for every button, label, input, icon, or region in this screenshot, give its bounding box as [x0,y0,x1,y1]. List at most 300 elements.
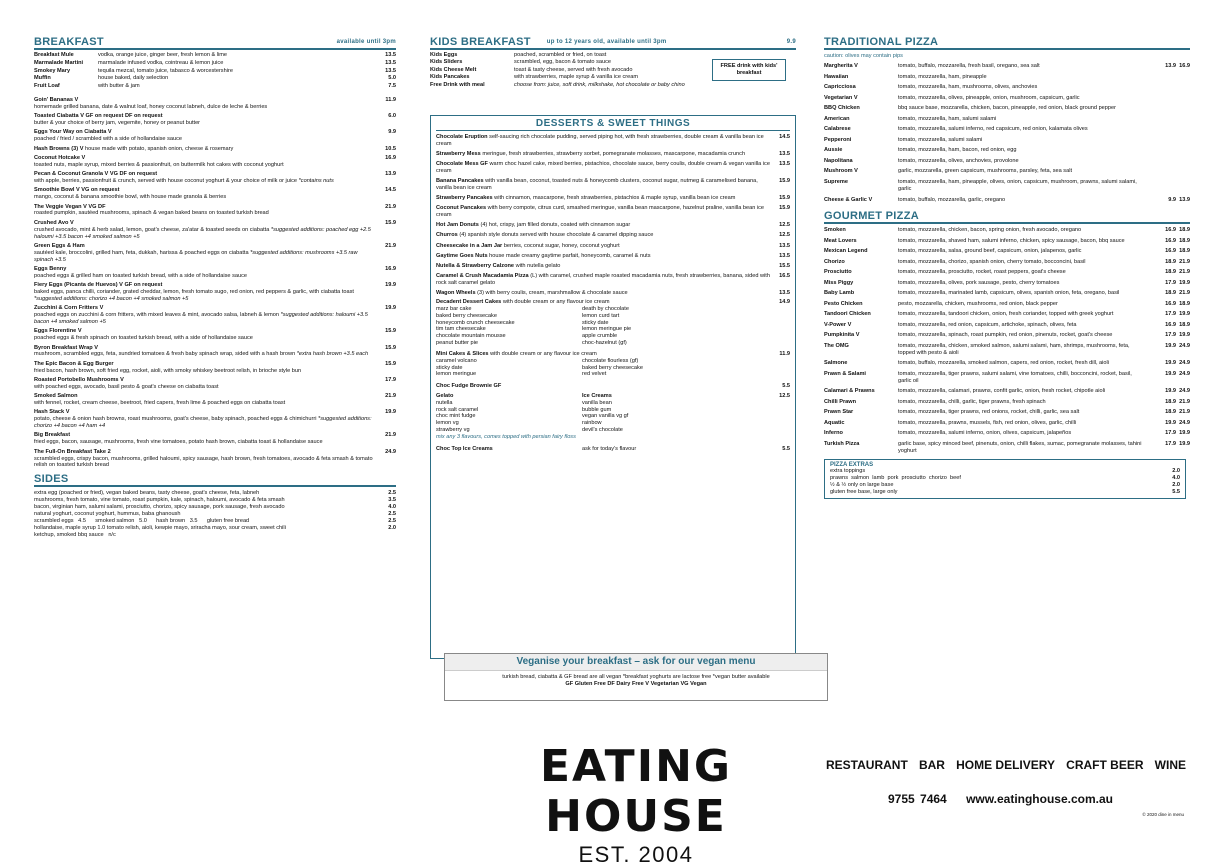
pizza-name: Hawaiian [824,73,849,80]
pizza-desc: tomato, mozzarella, prawns, mussels, fish, red onion, olives, garlic, chilli [898,419,1077,426]
gelato-note: mix any 3 flavours, comes topped with persian fairy floss [436,433,576,440]
logo-established: EST. 2004 [578,842,694,863]
breakfast-item [34,409,396,430]
item-desc: poached / fried / scrambled with a side of hollandaise sauce [34,136,183,143]
flavour: death by chocolate [582,306,629,313]
drink-name: Breakfast Mule [34,52,74,58]
gourmet-title: GOURMET PIZZA [824,209,919,222]
drink-name: Marmalade Martini [34,59,84,66]
pizza-desc: tomato, mozzarella, salumi salami [898,136,983,143]
sides-list [34,490,396,539]
pizza-item [824,116,1190,123]
pizza-desc: garlic base, spicy minced beef, pinenuts, onion, chilli flakes, sumac, pomegranate molasses, tahini yoghurt [898,440,1142,455]
trad-list [824,63,1190,203]
dessert-item [436,134,790,148]
item-name: The Veggie Vegan V VG DF [34,203,106,210]
breakfast-item [34,266,396,280]
pizza-item [824,63,1190,70]
desserts-title: DESSERTS & SWEET THINGS [436,118,790,131]
item-price: 15.9 [385,360,396,367]
dessert-price: 13.5 [779,242,790,249]
item-name: Smoothie Bowl V VG on request [34,187,120,194]
item-price: 15.9 [385,344,396,351]
kids-item-desc: poached, scrambled or fried, on toast [514,52,607,58]
pizza-desc: tomato, mozzarella, ham, mushrooms, olives, anchovies [898,84,1038,91]
pizza-desc: tomato, mozzarella, red onion, capsicum, artichoke, spinach, olives, feta [898,321,1077,328]
pizza-desc: tomato, mozzarella, prosciutto, rocket, roast peppers, goat's cheese [898,269,1066,275]
item-desc: poached eggs & grilled ham on toasted turkish bread, with a side of hollandaise sauce [34,272,248,279]
drink-item [34,52,396,60]
side-text: scrambled eggs 4.5 smoked salmon 5.0 hash brown 3.5 gluten free bread [34,518,250,525]
pizza-item [824,343,1190,357]
pizza-desc: tomato, mozzarella, marinated lamb, capsicum, olives, spanish onion, feta, oregano, basil [898,290,1120,296]
item-desc: with apple, berries, passionfruit & crunch, served with house coconut yoghurt & your choice of milk or juice [34,178,298,184]
drink-desc: with butter & jam [98,83,140,90]
item-price: 9.9 [388,129,396,136]
pizza-item [824,74,1190,81]
flavour: lemon meringue pie [582,326,632,333]
breakfast-item [34,328,396,342]
drink-name: Muffin [34,75,51,82]
dessert-price: 15.9 [779,195,790,202]
breakfast-item [34,97,396,111]
website-link[interactable]: www.eatinghouse.com.au [966,792,1113,806]
item-name: Eggs Your Way on Ciabatta V [34,129,112,136]
breakfast-item [34,305,396,326]
dessert-desc: house made creamy gaytime parfait, honeycomb, caramel & nuts [489,252,651,259]
gelato-grid [436,400,790,434]
flavour: sticky date [582,319,609,326]
breakfast-item [34,155,396,169]
pizza-desc: tomato, mozzarella, salumi inferno, red capsicum, red onion, kalamata olives [898,126,1088,133]
side-price: 2.5 [388,518,396,525]
item-note: *suggested additions: poached egg +2.5 haloumi +3.5 bacon +4 smoked salmon +5 [34,226,371,240]
flavour: honeycomb crunch cheesecake [436,319,515,326]
pizza-desc: tomato, mozzarella, ham, pineapple [898,73,987,80]
dessert-item [436,151,790,158]
dessert-price: 12.5 [779,232,790,239]
pizza-desc: tomato, mozzarella, chicken, bacon, spring onion, fresh avocado, oregano [898,227,1082,233]
flavour: tim tam cheesecake [436,326,486,333]
dessert-name: Strawberry Mess [436,151,481,158]
breakfast-item [34,187,396,201]
item-price: 17.9 [385,376,396,383]
item-price: 15.9 [385,328,396,335]
dessert-item [436,178,790,192]
dessert-name: Chocolate Mess GF [436,161,488,168]
pizza-item [824,126,1190,133]
dessert-name: Gaytime Goes Nuts [436,252,488,259]
drink-name: Fruit Loaf [34,83,60,90]
mini-grid [436,358,790,378]
pizza-item [824,238,1190,245]
pizza-name: Pepperoni [824,136,852,143]
pizza-name: Smoken [824,227,846,233]
pizza-desc: tomato, mozzarella, salumi inferno, onion, olives, capsicum, jalapeños [898,430,1072,437]
pizza-name: American [824,115,850,122]
pizza-price: 18.9 21.9 [1165,409,1190,416]
pizza-item [824,371,1190,385]
item-desc: homemade grilled banana, date & walnut loaf, honey coconut labneh, dulce de leche & berries [34,103,268,110]
pizza-desc: garlic, mozzarella, green capsicum, mushrooms, parsley, feta, sea salt [898,168,1072,175]
service-item: RESTAURANT [826,758,908,772]
item-price: 11.9 [385,96,396,103]
dessert-gelato: Gelato Ice Creams 12.5 [436,393,790,400]
pizza-item [824,158,1190,165]
item-name: Zucchini & Corn Fritters V [34,305,104,312]
dessert-name: Strawberry Pancakes [436,195,493,202]
drink-price: 13.5 [385,67,396,74]
drink-desc: house baked, daily selection [98,75,169,82]
pizza-desc: tomato, mozzarella, olives, anchovies, provolone [898,157,1019,164]
extra-row [830,482,1180,489]
extra-row [830,489,1180,496]
dessert-desc: (4) spanish style donuts served with house chocolate & caramel dipping sauce [459,232,654,239]
drink-price: 5.0 [388,75,396,82]
dessert-desc: warm choc hazel cake, mixed berries, pistachios, chocolate sauce, berry coulis, double cream & vegan vanilla ice cream [436,161,770,175]
drink-desc: tequila mezcal, tomato juice, tabasco & worcestershire [98,67,233,74]
pizza-name: Aussie [824,147,843,154]
breakfast-item [34,243,396,264]
gourmet-heading [824,210,1190,224]
pizza-price: 17.9 19.9 [1165,311,1190,317]
item-note: *suggested additions: chorizo +4 bacon +4 smoked salmon +5 [34,295,189,302]
dietary-key: GF Gluten Free DF Dairy Free V Vegetarian VG Vegan [565,681,707,688]
item-price: 16.9 [385,265,396,272]
item-name: Crushed Avo V [34,219,74,226]
pizza-name: Mexican Legend [824,248,868,254]
pizza-price: 16.9 18.9 [1165,237,1190,244]
pizza-price: 18.9 21.9 [1165,269,1190,275]
pizza-name: The OMG [824,342,849,349]
breakfast-item [34,449,396,470]
dessert-item [436,222,790,229]
dessert-item [436,263,790,270]
flavour: rock salt caramel [436,406,479,413]
pizza-name: Napolitana [824,157,853,164]
pizza-item [824,311,1190,318]
kids-item [430,59,712,66]
dessert-name: Caramel & Crush Macadamia Pizza [436,272,529,279]
pizza-desc: tomato, mozzarella, tandoori chicken, onion, fresh coriander, topped with greek yoghurt [898,311,1114,317]
pizza-desc: tomato, mozzarella, chorizo, spanish onion, cherry tomato, bocconcini, basil [898,258,1086,265]
flavour: choc mint fudge [436,413,476,420]
item-note: *contains nuts [298,178,334,184]
kids-price: 9.9 [786,39,796,45]
dessert-name: Churros [436,232,458,239]
kids-item-name: Kids Eggs [430,52,458,58]
kids-item-desc: with strawberries, maple syrup & vanilla ice cream [514,74,639,81]
pizza-price: 17.9 19.9 [1165,430,1190,437]
contact [888,792,1127,806]
flavour: peanut butter pie [436,340,478,347]
breakfast-heading [34,36,396,50]
pizza-desc: tomato, mozzarella, ham, salumi salami [898,115,997,122]
pizza-item [824,388,1190,395]
extra-row [830,468,1180,475]
pizza-name: Margherita V [824,63,858,70]
pizza-price: 17.9 19.9 [1165,279,1190,286]
flavour: nutella [436,399,453,406]
pizza-item [824,227,1190,234]
dessert-item [436,232,790,239]
pizza-desc: bbq sauce base, mozzarella, chicken, bacon, pineapple, red onion, black ground pepper [898,105,1116,112]
flavour: vegan vanilla vg gf [582,413,629,420]
kids-item [430,52,712,59]
pizza-price: 19.9 24.9 [1165,342,1190,349]
dessert-item [436,205,790,219]
pizza-price: 19.9 24.9 [1165,360,1190,367]
breakfast-item [34,361,396,375]
side-row [34,504,396,511]
pizza-price: 19.9 24.9 [1165,370,1190,377]
pizza-name: Pesto Chicken [824,300,863,307]
pizza-name: Supreme [824,178,848,185]
trad-heading [824,36,1190,50]
item-name: Goin' Bananas V [34,96,79,103]
breakfast-item [34,345,396,359]
pizza-item [824,409,1190,416]
item-price: 14.5 [385,187,396,194]
item-name: Hash Stack V [34,409,70,416]
extras-title: PIZZA EXTRAS [830,462,874,469]
flavour: red velvet [582,371,607,378]
sides-heading [34,473,396,487]
dessert-item [436,243,790,250]
flavour: lemon vg [436,420,459,427]
service-item: CRAFT BEER [1066,758,1144,772]
pizza-desc: tomato, mozzarella, olives, pineapple, onion, mushroom, capsicum, garlic [898,94,1080,101]
side-price: 2.0 [388,525,396,532]
dessert-desc: berries, coconut sugar, honey, coconut yoghurt [503,242,620,249]
dessert-desc: self-saucing rich chocolate pudding, served piping hot, with fresh strawberries, double cream & vanilla bean ice cream [436,134,764,148]
pizza-price: 19.9 24.9 [1165,419,1190,426]
item-name: Byron Breakfast Wrap V [34,344,98,351]
pizza-price: 18.9 21.9 [1165,398,1190,405]
pizza-price: 16.9 18.9 [1165,248,1190,254]
item-desc: house made with potato, spanish onion, cheese & rosemary [84,145,234,152]
flavour: marz bar cake [436,306,472,313]
item-name: Fiery Eggs (Picanta de Huevos) V GF on request [34,282,163,289]
item-name: Smoked Salmon [34,393,78,400]
kids-desserts-column [430,36,796,863]
item-desc: poached eggs & fresh spinach on toasted turkish bread, with a side of hollandaise sauce [34,335,253,342]
pizza-item [824,430,1190,437]
pizza-name: Cheese & Garlic V [824,196,873,203]
item-name: Green Eggs & Ham [34,242,85,249]
item-name: Hash Browns (3) V [34,145,84,152]
drink-name: Smokey Mary [34,67,71,74]
item-desc: with fennel, rocket, cream cheese, beetroot, fried capers, fresh lime & poached eggs on ciabatta toast [34,400,286,407]
extra-price: 2.0 [1172,481,1180,488]
dessert-desc: with cinnamon, mascarpone, fresh strawberries, pistachios & maple syrup, vanilla bean ice cream [494,195,736,202]
pizza-item [824,322,1190,329]
item-name: Toasted Ciabatta V GF on request DF on request [34,113,163,120]
breakfast-item [34,204,396,218]
sides-title: SIDES [34,473,69,486]
pizza-name: Inferno [824,430,843,437]
item-desc: potato, cheese & onion hash browns, roast mushrooms, goat's cheese, baby spinach, poached eggs & chimichurri [34,416,317,423]
item-price: 21.9 [385,242,396,249]
flavour: bubble gum [582,406,612,413]
item-desc: butter & your choice of berry jam, vegemite, honey or peanut butter [34,120,201,127]
pizza-item [824,248,1190,255]
pizza-desc: tomato, mozzarella, chicken, smoked salmon, salumi salami, ham, shrimps, mushrooms, feta, topped with pesto & aioli [898,342,1130,356]
breakfast-item [34,129,396,143]
pizza-item [824,280,1190,287]
item-price: 16.9 [385,154,396,161]
copyright: © 2020 dine in menu [1142,812,1184,817]
flavour: chocolate mountain mousse [436,333,506,340]
side-text: bacon, virginian ham, salumi salami, prosciutto, chorizo, spicy sausage, pork sausage, fresh avocado [34,504,285,511]
flavour: baked berry cheesecake [582,364,643,371]
dessert-desc: (3) with berry coulis, cream, marshmallow & chocolate sauce [477,289,628,296]
kids-heading [430,36,796,50]
pizza-name: Turkish Pizza [824,440,860,447]
item-desc: fried bacon, hash brown, soft fried egg, rocket, aioli, with smoky whiskey beetroot relish, in brioche style bun [34,367,302,374]
drink-item [34,60,396,68]
pizza-desc: tomato, mozzarella, tiger prawns, salumi salami, vine tomatoes, chilli, bocconcini, rocket, basil, garlic oil [898,370,1132,384]
item-price: 10.5 [385,145,396,152]
pizza-item [824,332,1190,339]
dessert-price: 13.5 [779,161,790,168]
pizza-name: Prawn Star [824,409,854,416]
side-row [34,490,396,497]
dessert-item [436,273,790,287]
flavour: lemon curd tart [582,312,620,319]
pizza-name: Calamari & Prawns [824,388,875,395]
flavour: apple crumble [582,333,618,340]
breakfast-availability: available until 3pm [336,39,396,45]
drink-item [34,83,396,91]
kids-item [430,67,712,74]
dessert-cakes: Decadent Dessert Cakes with double cream or any flavour ice cream 14.9 [436,299,790,306]
breakfast-drinks [34,52,396,91]
dessert-name: Coconut Pancakes [436,205,487,212]
cakes-grid [436,306,790,347]
side-row [34,497,396,504]
side-text: natural yoghurt, coconut yoghurt, hummus, baba ghanoush [34,511,181,518]
extra-text: gluten free base, large only [830,488,898,495]
dessert-price: 16.5 [779,272,790,279]
breakfast-item [34,282,396,303]
dessert-price: 12.5 [779,222,790,229]
side-row [34,518,396,525]
item-desc: roasted pumpkin, sautéed mushrooms, spinach & vegan baked beans on toasted turkish bread [34,210,269,217]
logo [444,742,828,863]
dessert-mini-cakes: Mini Cakes & Slices with double cream or any flavour ice cream 11.9 [436,350,790,357]
pizza-item [824,179,1190,193]
item-price: 24.9 [385,448,396,455]
pizza-desc: tomato, buffalo, mozzarella, fresh basil, oregano, sea salt [898,63,1040,70]
flavour: vanilla bean [582,399,612,406]
kids-item-desc: toast & tasty cheese, served with fresh avocado [514,66,633,73]
pizza-desc: tomato, mozzarella, olives, pork sausage, pesto, cherry tomatoes [898,279,1060,286]
trad-title: TRADITIONAL PIZZA [824,36,939,48]
flavour: choc-hazelnut (gf) [582,340,627,347]
pizza-name: Baby Lamb [824,290,855,296]
dessert-name: Hot Jam Donuts [436,222,479,229]
pizza-item [824,95,1190,102]
extra-text: ½ & ½ only on large base [830,481,894,488]
dessert-price: 15.9 [779,178,790,185]
dessert-choctop: Choc Top Ice Creams ask for today's flavour 5.5 [436,445,790,452]
side-price: 2.5 [388,490,396,497]
item-desc: scrambled eggs, crispy bacon, mushrooms, grilled haloumi, spicy sausage, hash brown, fresh tomatoes, avocado & feta smash & tomato relish on toasted turkish bread [34,455,373,469]
flavour: rainbow [582,420,602,427]
pizza-item [824,137,1190,144]
extra-text: extra toppings [830,468,866,475]
flavour: caramel volcano [436,357,477,364]
pizza-name: Tandoori Chicken [824,311,871,317]
pizza-name: Salmone [824,360,848,367]
extra-price: 4.0 [1172,475,1180,482]
kids-title: KIDS BREAKFAST [430,36,531,48]
flavour: chocolate flourless (gf) [582,357,639,364]
pizza-item [824,84,1190,91]
pizza-desc: pesto, mozzarella, chicken, mushrooms, red onion, black pepper [898,300,1058,307]
dessert-name: Chocolate Eruption [436,134,488,141]
side-price: 4.0 [388,504,396,511]
item-name: Eggs Florentine V [34,328,82,335]
extra-price: 5.5 [1172,488,1180,495]
flavour: devil's chocolate [582,427,623,434]
dessert-item [436,195,790,202]
dessert-item [436,161,790,175]
pizza-desc: tomato, buffalo, mozzarella, garlic, oregano [898,196,1006,203]
pizza-desc: tomato, mozzarella, tiger prawns, red onions, rocket, chilli, garlic, sea salt [898,409,1080,416]
item-note: *suggested additions: mushrooms +3.5 raw spinach +3.5 [34,249,358,263]
dessert-item [436,253,790,260]
breakfast-item [34,171,396,185]
item-note: *extra hash brown +3.5 each [296,351,369,358]
pizza-price: 9.9 13.9 [1168,196,1190,203]
drink-desc: marmalade infused vodka, cointreau & lemon juice [98,59,224,66]
kids-item-desc: choose from: juice, soft drink, milkshake, hot chocolate or baby chino [514,81,685,88]
breakfast-item [34,377,396,391]
breakfast-item [34,220,396,241]
extra-row [830,475,1180,482]
item-note: *suggested additions: haloumi +3.5 bacon +4 smoked salmon +5 [34,312,368,326]
dessert-desc: with berry compote, citrus curd, smashed meringue, vanilla bean mascarpone, hazelnut praline, vanilla bean ice cream [436,205,765,219]
dessert-desc: with vanilla bean, coconut, toasted nuts & honeycomb clusters, coconut sugar, nutmeg & caramelised banana, vanilla bean ice cream [436,178,758,192]
side-row [34,525,396,532]
drink-price: 13.5 [385,59,396,66]
drink-price: 7.5 [388,83,396,90]
breakfast-item [34,393,396,407]
pizza-name: Chorizo [824,258,845,265]
extras-list [830,468,1180,495]
item-price: 19.9 [385,305,396,312]
side-text: extra egg (poached or fried), vegan baked beans, tasty cheese, goat's cheese, feta, labneh [34,490,260,497]
kids-item [430,82,712,89]
item-name: The Epic Bacon & Egg Burger [34,360,114,367]
pizza-item [824,147,1190,154]
logo-wordmark: EATING HOUSE [539,741,733,842]
pizza-item [824,259,1190,266]
pizza-price: 13.9 16.9 [1165,63,1190,70]
pizza-item [824,197,1190,204]
dessert-name: Wagon Wheels [436,289,476,296]
pizza-item [824,420,1190,427]
kids-item-name: Kids Pancakes [430,74,470,81]
service-item: HOME DELIVERY [956,758,1055,772]
item-price: 19.9 [385,409,396,416]
side-price: 3.5 [388,497,396,504]
item-price: 21.9 [385,393,396,400]
item-name: Pecan & Coconut Granola V VG DF on request [34,171,158,178]
breakfast-title: BREAKFAST [34,36,104,48]
